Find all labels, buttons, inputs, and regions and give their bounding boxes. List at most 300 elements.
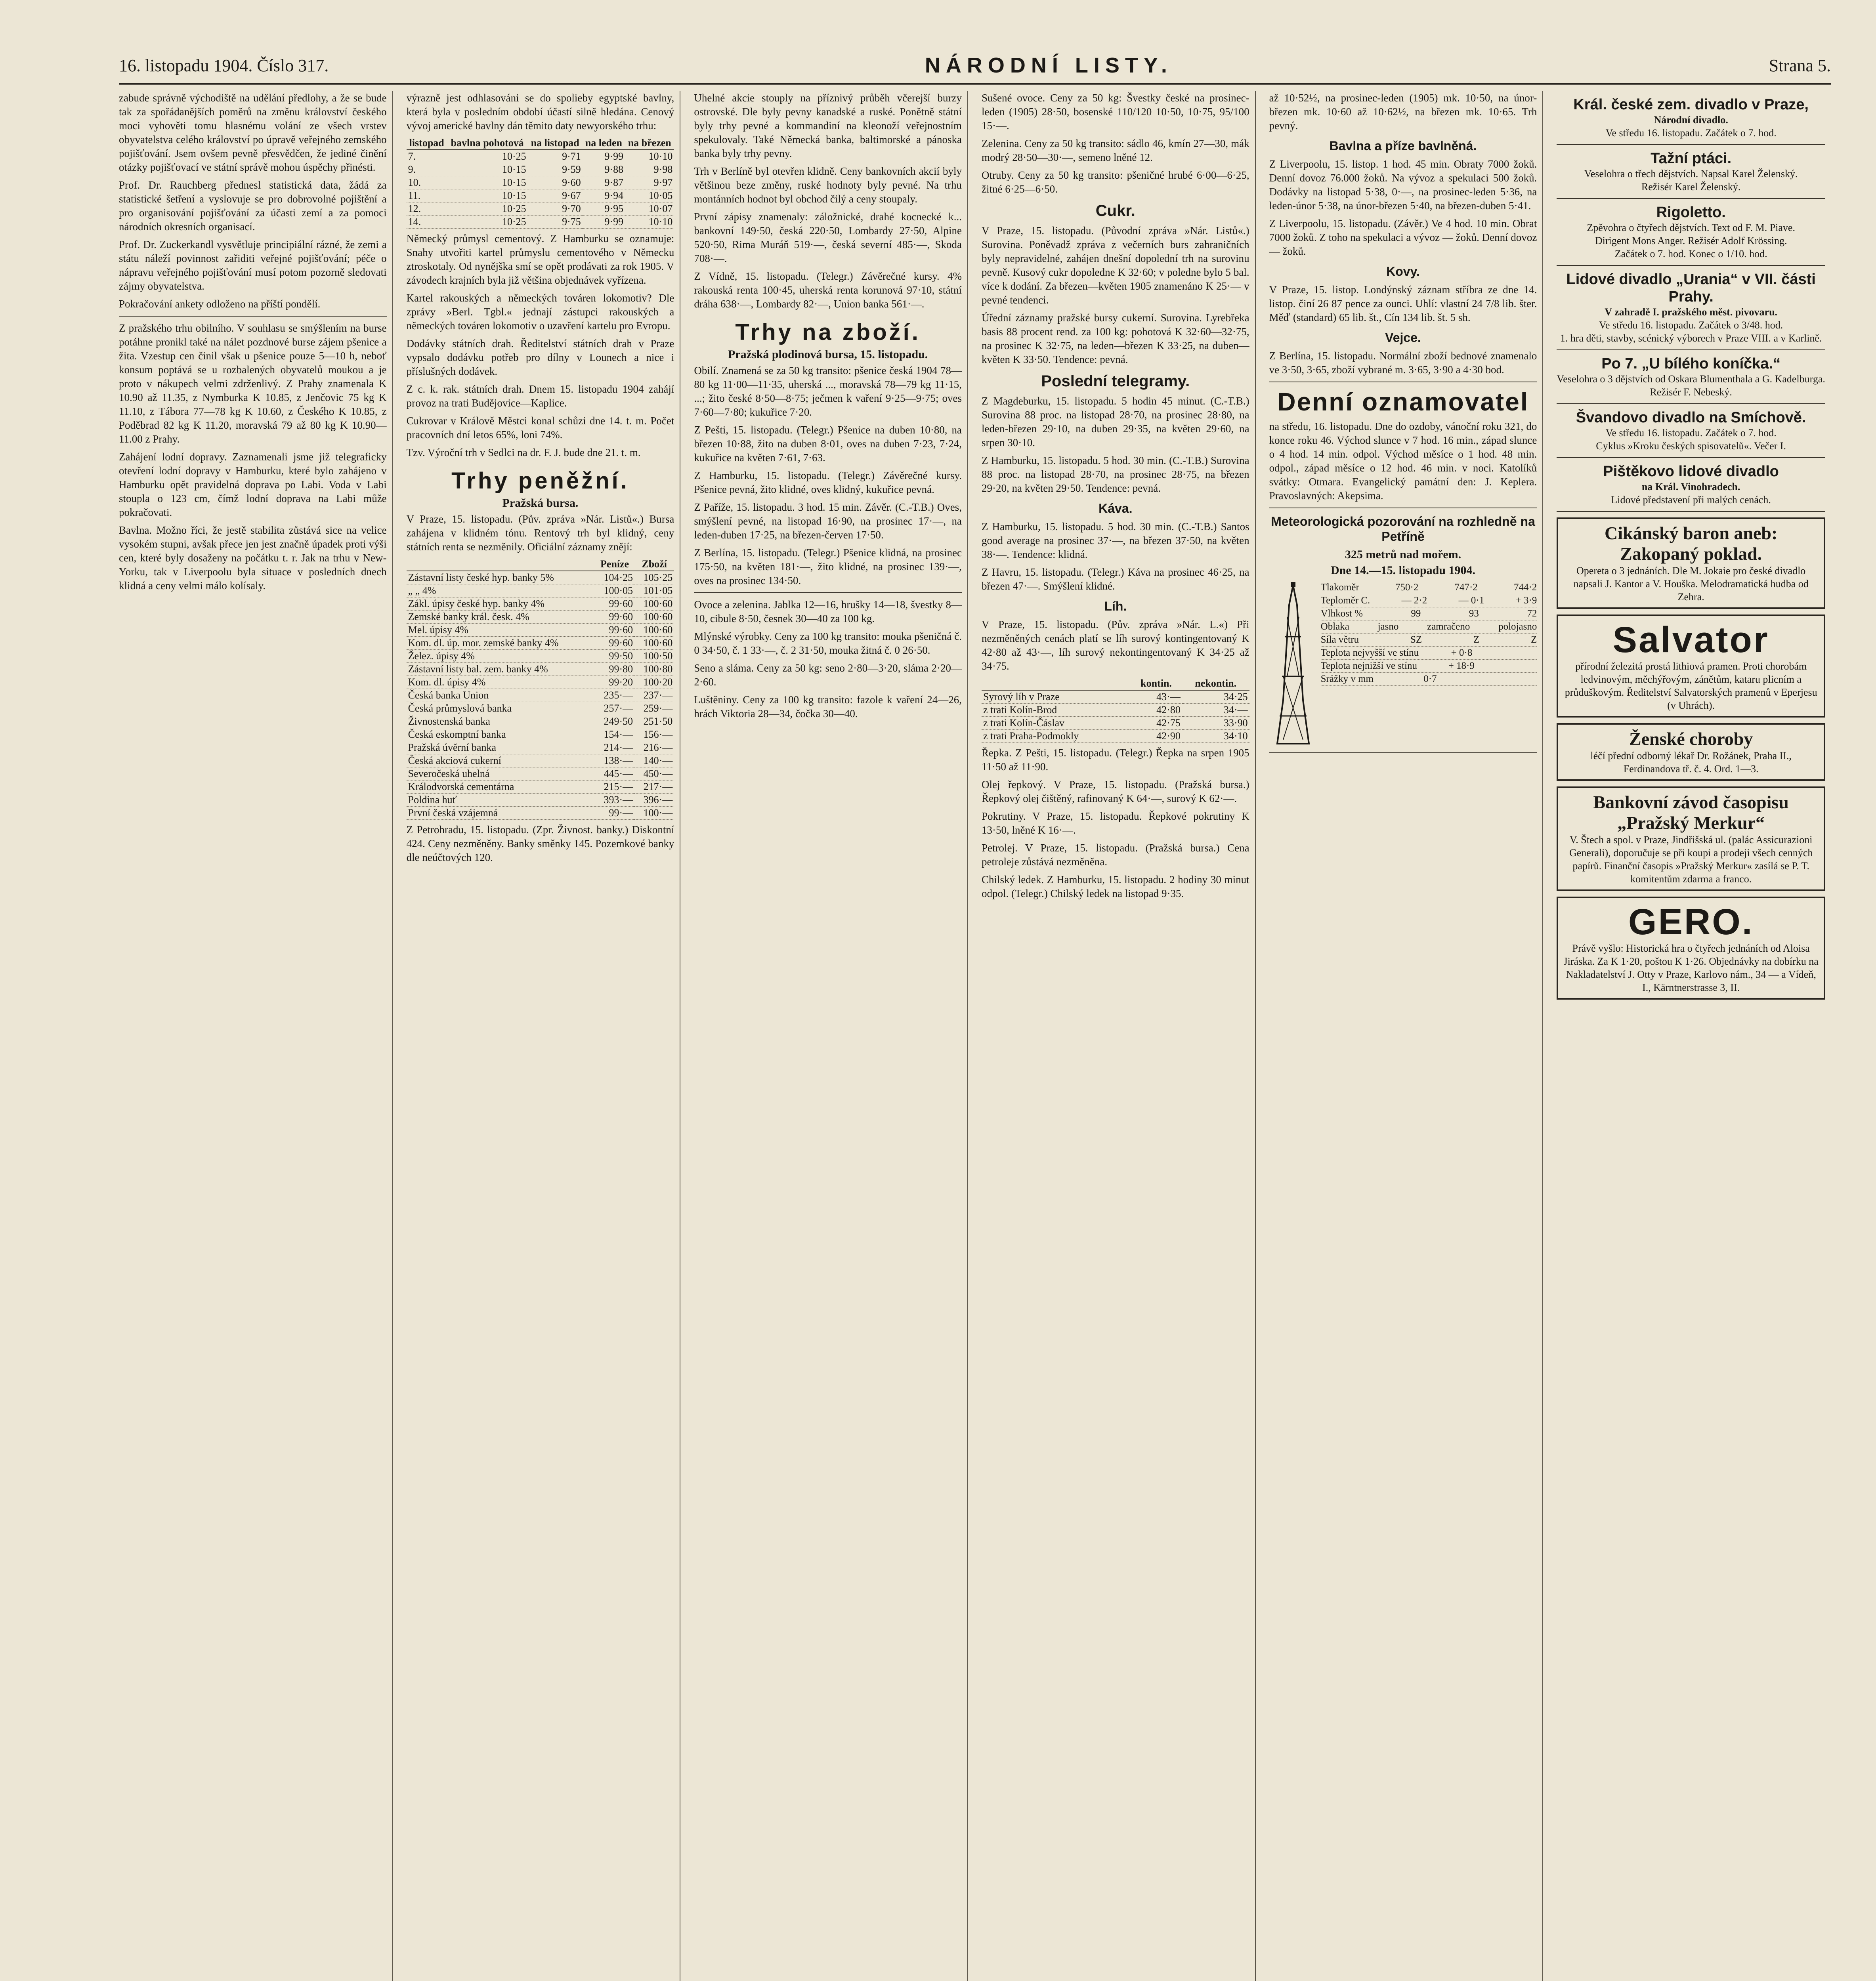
table-cell: 101·05 xyxy=(634,584,674,597)
table-row xyxy=(407,754,674,767)
article-paragraph: V Praze, 15. listopadu. (Pův. zpráva »Nár. Listů«.) Bursa zahájena v klidném tónu. Rentový trh byl klidný, ceny státních renta se nezměnily. Oficiální záznamy znějí: xyxy=(406,513,674,553)
table-cell: 105·25 xyxy=(634,571,674,584)
advertisement-title: Cikánský baron aneb: Zakopaný poklad. xyxy=(1605,523,1778,564)
table-cell: Česká akciová cukerní xyxy=(407,754,595,767)
divider xyxy=(1269,752,1537,753)
weather-row xyxy=(1321,634,1537,647)
table-cell: 9·94 xyxy=(583,189,625,202)
table-row xyxy=(982,690,1249,704)
column-2 xyxy=(407,91,681,1981)
table-cell: 99·20 xyxy=(595,676,634,689)
advertisement xyxy=(1557,517,1825,609)
table-cell: 9·99 xyxy=(583,150,625,163)
advertisement-body: Opereta o 3 jednáních. Dle M. Jokaie pro české divadlo napsali J. Kantor a V. Houška. Melodramatická hudba od Zehra. xyxy=(1573,565,1809,603)
table-cell: 154·— xyxy=(595,728,634,741)
table-cell: 251·50 xyxy=(634,715,674,728)
table-row xyxy=(982,730,1249,743)
article-paragraph: Ovoce a zelenina. Jablka 12—16, hrušky 14—18, švestky 8—10, cibule 8·50, česnek 30—40 za 100 kg. xyxy=(694,599,962,624)
article-paragraph: Petrolej. V Praze, 15. listopadu. (Pražská bursa.) Cena petroleje zůstává nezměněna. xyxy=(982,842,1249,868)
money-market-heading: Trhy peněžní. xyxy=(451,468,629,494)
column-6 xyxy=(1557,91,1831,1981)
table-cell: Severočeská uhelná xyxy=(407,767,595,781)
table-cell: 43·— xyxy=(1130,690,1182,704)
article-paragraph: Z Liverpoolu, 15. listopadu. (Závěr.) Ve 4 hod. 10 min. Obrat 7000 žoků. Z toho na spekulaci a vývoz — žoků. Denní dovoz — žoků. xyxy=(1269,218,1537,257)
table-cell: 9·71 xyxy=(528,150,583,163)
table-cell: 9·75 xyxy=(528,216,583,229)
table-cell: 11. xyxy=(407,189,447,202)
column-header: na leden xyxy=(583,137,625,150)
divider xyxy=(1557,198,1825,199)
table-cell: 10·07 xyxy=(625,202,674,216)
divider xyxy=(1557,144,1825,145)
table-cell: 100·60 xyxy=(634,637,674,650)
theatre-line: Lidové představení při malých cenách. xyxy=(1611,494,1771,506)
article-paragraph: až 10·52½, na prosinec-leden (1905) mk. 10·50, na únor-březen mk. 10·60 až 10·62½, na březen mk. 10·65. Trh pevný. xyxy=(1269,92,1537,132)
article-paragraph: Z Vídně, 15. listopadu. (Telegr.) Závěrečné kursy. 4% rakouská renta 100·45, uherská renta korunová 97·10, státní dráha 638·—, Lombardy 82·—, Union banka 561·—. xyxy=(694,270,962,310)
table-cell: 12. xyxy=(407,202,447,216)
weather-cell: SZ xyxy=(1410,634,1422,645)
theatre-name: Švandovo divadlo na Smíchově. xyxy=(1576,409,1806,426)
table-cell: 445·— xyxy=(595,767,634,781)
weather-cell: Z xyxy=(1531,634,1537,645)
weather-cell: Srážky v mm xyxy=(1320,674,1374,684)
table-cell: 34·25 xyxy=(1182,690,1249,704)
table-cell: 156·— xyxy=(634,728,674,741)
article-paragraph: Luštěniny. Ceny za 100 kg transito: fazole k vaření 24—26, hrách Viktoria 28—34, čočka 30—40. xyxy=(694,694,962,719)
theatre-line: Dirigent Mons Anger. Režisér Adolf Krössing. xyxy=(1595,235,1787,246)
article-paragraph: Z Pešti, 15. listopadu. (Telegr.) Pšenice na duben 10·80, na březen 10·88, žito na duben 8·01, oves na duben 7·23, 7·24, kukuřice na květen 7·61, 7·63. xyxy=(694,424,962,464)
table-cell: 396·— xyxy=(634,794,674,807)
table-cell: z trati Kolín-Brod xyxy=(982,704,1130,717)
spirits-table xyxy=(982,677,1249,743)
weather-cell: 750·2 xyxy=(1395,582,1419,593)
article-paragraph: V Praze, 15. listopadu. (Pův. zpráva »Nár. L.«) Při nezměněných cenách platí se líh surový kontingentovaný K 42·80 až 43·—, líh surový nekontingentovaný K 34·25 až 34·75. xyxy=(982,618,1249,672)
weather-cell: Teplota nejnižší ve stínu xyxy=(1320,660,1417,671)
column-header: kontin. xyxy=(1130,677,1182,690)
table-row xyxy=(407,216,674,229)
theatre-line: Ve středu 16. listopadu. Začátek o 7. hod. xyxy=(1605,127,1777,139)
daily-notice-heading: Denní oznamovatel xyxy=(1277,387,1529,416)
table-row xyxy=(407,767,674,781)
weather-cell: 72 xyxy=(1527,608,1537,619)
divider xyxy=(1557,349,1825,350)
table-cell: 10·25 xyxy=(447,150,528,163)
article-paragraph: Kartel rakouských a německých továren lokomotiv? Dle zprávy »Berl. Tgbl.« jednají zástupci rakouských a německých továren lokomotiv o uzavření kartelu pro Evropu. xyxy=(406,292,674,332)
petrin-tower-icon xyxy=(1269,581,1317,748)
cotton-yarn-heading: Bavlna a příze bavlněná. xyxy=(1329,139,1477,153)
table-cell: Želez. úpisy 4% xyxy=(407,650,595,663)
advertisement-body: léčí přední odborný lékař Dr. Rožánek, Praha II., Ferdinandova tř. č. 4. Ord. 1—3. xyxy=(1590,750,1792,775)
article-paragraph: Z pražského trhu obilního. V souhlasu se smýšlením na burse potáhne pronikl také na nálet pozdnové burse zájem pšenice a žita. Vzestup cen činil však u pšenice pouze 5—10 h, neboť konsum poptává se u rozbalených obyvatelů moukou a je proto v nákupech velmi zdrženlivý. Z Prahy znamenala K 10.90 až 11.35, z Nymburka K 10.85, z Jenčovic 75 kg K 11.10, z Tábora 77—78 kg K 10.60, z Českého K 10.85, z Poděbrad 82 kg K 11.20, moravská 79 až 80 kg K 10.90—11.00 z Prahy. xyxy=(119,322,387,445)
table-row xyxy=(407,584,674,597)
table-cell: 217·— xyxy=(634,781,674,794)
theatre-listing xyxy=(1557,204,1825,260)
article-paragraph: V Praze, 15. listop. Londýnský záznam stříbra ze dne 14. listop. činí 26 87 pence za ounci. Uhlí: vlastní 24 7/8 lib. šter. Měď (standard) 65 lib. št., Cín 134 lib. št. 5 sh. xyxy=(1269,284,1537,323)
divider xyxy=(1557,265,1825,266)
table-cell: 393·— xyxy=(595,794,634,807)
table-cell: 9·87 xyxy=(583,176,625,189)
article-paragraph: Mlýnské výrobky. Ceny za 100 kg transito: mouka pšeničná č. 0 34·50, č. 1 33·—, č. 2 31·50, mouka žitná č. 0 26·50. xyxy=(694,630,962,656)
table-row xyxy=(407,781,674,794)
table-cell: 99·— xyxy=(595,807,634,820)
theatre-line: Veselohra o 3 dějstvích od Oskara Blumenthala a G. Kadelburga. xyxy=(1557,373,1825,385)
theatre-line: Zpěvohra o čtyřech dějstvích. Text od F. M. Piave. xyxy=(1587,222,1795,233)
article-paragraph: První zápisy znamenaly: záložnické, drahé kocnecké k... bankovní 149·50, česká 220·50, Lombardy 27·50, Alpine 520·50, Rima Muráň 519·—, česká severní 485·—, Skoda 708·—. xyxy=(694,211,962,264)
table-cell: z trati Praha-Podmokly xyxy=(982,730,1130,743)
table-cell: z trati Kolín-Čáslav xyxy=(982,717,1130,730)
table-cell: 9·98 xyxy=(625,163,674,176)
weather-row xyxy=(1321,673,1537,686)
article-paragraph: Sušené ovoce. Ceny za 50 kg: Švestky české na prosinec-leden (1905) 28·50, bosenské 110/120 10·50, 10·75, 95/100 15·—. xyxy=(982,92,1249,132)
theatre-listing xyxy=(1557,150,1825,193)
table-cell: Česká eskomptní banka xyxy=(407,728,595,741)
table-cell: 42·90 xyxy=(1130,730,1182,743)
spirits-heading: Líh. xyxy=(1104,599,1127,613)
table-cell: 215·— xyxy=(595,781,634,794)
theatre-subtitle: Národní divadlo. xyxy=(1654,114,1728,126)
column-header: Zboží xyxy=(634,558,674,571)
table-cell: Zemské banky král. česk. 4% xyxy=(407,611,595,624)
commodity-market-subheading: Pražská plodinová bursa, 15. listopadu. xyxy=(728,348,928,361)
table-cell: 259·— xyxy=(634,702,674,715)
table-header-row xyxy=(407,137,674,150)
table-cell: 33·90 xyxy=(1182,717,1249,730)
advertisement-body: V. Štech a spol. v Praze, Jindřišská ul. (palác Assicurazioni Generali), doporučuje se při koupi a prodeji všech cenných papírů. Finanční časopis »Pražský Merkur« zasílá se P. T. komitentům zdarma a franco. xyxy=(1569,834,1813,885)
table-row xyxy=(407,571,674,584)
table-cell: 9·67 xyxy=(528,189,583,202)
article-paragraph: Uhelné akcie stouply na příznivý průběh včerejší burzy ostrovské. Dle byly pevny kanadské a ruské. Ponětně státní byly trhy pevné a kommandiní na kleonoží veřejnostním spekulovaly. Také Německá banka, baltimorské a pánoska banka byly trhy pevny. xyxy=(694,92,962,159)
column-3 xyxy=(694,91,968,1981)
weather-cell: polojasno xyxy=(1498,621,1537,632)
table-cell: 9·95 xyxy=(583,202,625,216)
theatre-listing xyxy=(1557,96,1825,139)
theatre-subtitle: na Král. Vinohradech. xyxy=(1641,481,1740,492)
article-paragraph: Z Paříže, 15. listopadu. 3 hod. 15 min. Závěr. (C.-T.B.) Oves, smýšlení pevné, na listopad 16·90, na prosinec 17·—, na leden-duben 17·25, na březen-červen 17·50. xyxy=(694,501,962,541)
weather-cell: 99 xyxy=(1411,608,1421,619)
weather-cell: + 3·9 xyxy=(1515,595,1537,606)
column-5 xyxy=(1269,91,1544,1981)
column-header xyxy=(407,558,595,571)
theatre-line: Cyklus »Kroku českých spisovatelů«. Večer I. xyxy=(1596,440,1786,452)
theatre-name: Tažní ptáci. xyxy=(1651,150,1732,167)
table-row xyxy=(407,676,674,689)
table-cell: 34·— xyxy=(1182,704,1249,717)
weather-cell: zamračeno xyxy=(1427,621,1470,632)
table-cell: 99·60 xyxy=(595,611,634,624)
table-cell: Česká banka Union xyxy=(407,689,595,702)
theatre-line: Režisér Karel Želenský. xyxy=(1641,181,1741,193)
table-cell: 140·— xyxy=(634,754,674,767)
article-paragraph: Chilský ledek. Z Hamburku, 15. listopadu. 2 hodiny 30 minut odpol. (Telegr.) Chilský ledek na listopad 9·35. xyxy=(982,874,1249,899)
table-header-row xyxy=(982,677,1249,690)
article-paragraph: Zelenina. Ceny za 50 kg transito: sádlo 46, kmín 27—30, mák modrý 28·50—30·—, semeno lněné 12. xyxy=(982,137,1249,163)
table-cell: 100·80 xyxy=(634,663,674,676)
table-cell: 42·75 xyxy=(1130,717,1182,730)
table-row xyxy=(407,202,674,216)
divider xyxy=(1557,457,1825,458)
money-market-subheading: Pražská bursa. xyxy=(502,496,579,510)
table-row xyxy=(407,741,674,754)
table-cell: Zástavní listy české hyp. banky 5% xyxy=(407,571,595,584)
table-cell: 138·— xyxy=(595,754,634,767)
column-4 xyxy=(982,91,1256,1981)
table-row xyxy=(407,807,674,820)
table-row xyxy=(407,715,674,728)
table-cell: 99·60 xyxy=(595,637,634,650)
article-paragraph: Zahájení lodní dopravy. Zaznamenali jsme již telegraficky otevření lodní dopravy v Hamburku, které bylo zahájeno v Hamburku opět pravidelná doprava po Labi. Voda v Labi stoupla o 123 cm, čímž lodní doprava na Labi může pokračovati. xyxy=(119,451,387,518)
table-cell: Poldina huť xyxy=(407,794,595,807)
table-cell: Králodvorská cementárna xyxy=(407,781,595,794)
table-row xyxy=(407,624,674,637)
table-row xyxy=(407,611,674,624)
table-cell: 9·88 xyxy=(583,163,625,176)
column-header xyxy=(982,677,1130,690)
table-cell: 42·80 xyxy=(1130,704,1182,717)
article-paragraph: Řepka. Z Pešti, 15. listopadu. (Telegr.) Řepka na srpen 1905 11·50 až 11·90. xyxy=(982,747,1249,773)
advertisement-body: Právě vyšlo: Historická hra o čtyřech jednáních od Aloisa Jiráska. Za K 1·20, poštou K 1·26. Objednávky na dobírku na Nakladatelství J. Otty v Praze, Karlovo nám., 34 — a Vídeň, I., Kärntnerstrasse 3, II. xyxy=(1563,943,1819,993)
eggs-heading: Vejce. xyxy=(1385,330,1421,345)
table-cell: Zákl. úpisy české hyp. banky 4% xyxy=(407,597,595,611)
column-header: listopad xyxy=(407,137,447,150)
theatre-line: Veselohra o třech dějstvích. Napsal Karel Želenský. xyxy=(1584,168,1798,179)
table-cell: 100·60 xyxy=(634,624,674,637)
table-row xyxy=(407,663,674,676)
divider xyxy=(1557,511,1825,512)
divider xyxy=(694,592,962,593)
article-paragraph: Seno a sláma. Ceny za 50 kg: seno 2·80—3·20, sláma 2·20—2·60. xyxy=(694,662,962,688)
article-paragraph: Z Hamburku, 15. listopadu. (Telegr.) Závěrečné kursy. Pšenice pevná, žito klidné, oves klidný, kukuřice pevná. xyxy=(694,469,962,495)
table-row xyxy=(982,717,1249,730)
sugar-heading: Cukr. xyxy=(1095,202,1135,219)
cotton-table-head xyxy=(407,137,674,150)
divider xyxy=(1557,403,1825,404)
column-header: Peníze xyxy=(595,558,634,571)
advertisement-body: přírodní železitá prostá lithiová pramen. Proti chorobám ledvinovým, měchýřovým, zánětům, kataru plicním a průduškovým. Ředitelství Salvatorských pramenů v Eperjesu (v Uhrách). xyxy=(1565,660,1817,711)
article-paragraph: zabude správně východiště na udělání předlohy, a že se bude tak za spořádanějších poměrů na změnu království českého moci vyhověti tomu hlasnému volání ze všech vrstev obyvatelstva celého království po úpravě veřejného zemského pojišťování. Jsem ovšem pevně přesvědčen, že jediné činění otázky pojišťovací ve státní správě mohou úspěchy přinésti. xyxy=(119,92,387,173)
table-cell: Mel. úpisy 4% xyxy=(407,624,595,637)
advertisement-title: Salvator xyxy=(1612,620,1769,660)
table-cell: 216·— xyxy=(634,741,674,754)
advertisement xyxy=(1557,786,1825,891)
table-row xyxy=(982,704,1249,717)
article-paragraph: Obilí. Znamená se za 50 kg transito: pšenice česká 1904 78—80 kg 11·00—11·35, uherská ..., moravská 78—79 kg 11·15, ...; žito české 8·50—8·75; ječmen k vaření 9·25—9·75; oves 7·60—7·80; kukuřice 7·20. xyxy=(694,365,962,418)
table-cell: 249·50 xyxy=(595,715,634,728)
theatre-name: Král. české zem. divadlo v Praze, xyxy=(1573,96,1809,113)
table-cell: 99·50 xyxy=(595,650,634,663)
advertisement-title: Bankovní závod časopisu „Pražský Merkur“ xyxy=(1593,792,1789,833)
weather-cell: + 18·9 xyxy=(1448,660,1475,671)
table-cell: 9·59 xyxy=(528,163,583,176)
table-cell: Živnostenská banka xyxy=(407,715,595,728)
article-paragraph: Z Hamburku, 15. listopadu. 5 hod. 30 min. (C.-T.B.) Santos good average na prosinec 37·—, na březen 37·50, na květen 38·—. Tendence: klidná. xyxy=(982,521,1249,560)
spirits-table-head xyxy=(982,677,1249,690)
theatre-line: Režisér F. Nebeský. xyxy=(1650,386,1732,398)
theatre-line: Ve středu 16. listopadu. Začátek o 7. hod. xyxy=(1605,427,1777,439)
table-cell: Česká průmyslová banka xyxy=(407,702,595,715)
theatre-name: Pištěkovo lidové divadlo xyxy=(1603,463,1779,480)
cotton-table-body xyxy=(407,150,674,229)
column-header: na listopad xyxy=(528,137,583,150)
weather-row xyxy=(1321,620,1537,634)
table-cell: 237·— xyxy=(634,689,674,702)
article-paragraph: Z Berlína, 15. listopadu. (Telegr.) Pšenice klidná, na prosinec 175·50, na květen 181·—, žito klidné, na prosinec 139·—, oves na prosinec 134·50. xyxy=(694,547,962,586)
table-cell: 10·15 xyxy=(447,163,528,176)
article-paragraph: Trh v Berlíně byl otevřen klidně. Ceny bankovních akcií byly většinou beze změny, ruské hodnoty byly pevné. Na trhu montánních hodnot byl obchod čilý a ceny stoupaly. xyxy=(694,165,962,205)
table-row xyxy=(407,650,674,663)
weather-cell: Oblaka xyxy=(1320,621,1349,632)
telegrams-heading: Poslední telegramy. xyxy=(1041,372,1190,390)
spirits-table-body xyxy=(982,690,1249,743)
table-cell: 100·05 xyxy=(595,584,634,597)
advertisement-title: Ženské choroby xyxy=(1629,729,1753,749)
table-cell: 100·60 xyxy=(634,597,674,611)
advertisement xyxy=(1557,897,1825,1000)
article-paragraph: Z Magdeburku, 15. listopadu. 5 hodin 45 minut. (C.-T.B.) Surovina 88 proc. na listopad 28·70, na prosinec 28·80, na leden-březen 29·10, na duben 29·35, na květen 29·60, na srpen 30·10. xyxy=(982,395,1249,448)
weather-cell: Teplota nejvyšší ve stínu xyxy=(1320,647,1419,658)
table-cell: 14. xyxy=(407,216,447,229)
table-cell: 10·25 xyxy=(447,202,528,216)
weather-cell: Síla větru xyxy=(1320,634,1359,645)
article-paragraph: Z Hamburku, 15. listopadu. 5 hod. 30 min. (C.-T.B.) Surovina 88 proc. na listopad 28·70, na prosinec 28·75, na březen 29·20, na květen 29·50. Tendence: pevná. xyxy=(982,454,1249,494)
table-cell: 100·20 xyxy=(634,676,674,689)
column-header: bavlna pohotová xyxy=(447,137,528,150)
weather-cell: 747·2 xyxy=(1454,582,1478,593)
table-cell: 450·— xyxy=(634,767,674,781)
table-cell: Kom. dl. úp. mor. zemské banky 4% xyxy=(407,637,595,650)
weather-row xyxy=(1321,647,1537,660)
weather-row xyxy=(1321,581,1537,594)
article-paragraph: Olej řepkový. V Praze, 15. listopadu. (Pražská bursa.) Řepkový olej čištěný, rafinovaný K 64·—, surový K 62·—. xyxy=(982,779,1249,804)
columns xyxy=(119,91,1831,1981)
masthead xyxy=(119,48,1831,85)
daily-notice-text: na středu, 16. listopadu. Dne do ozdoby, vánoční roku 321, do konce roku 46. Východ slunce v 7 hod. 16 min., západ slunce o 4 hod. 14 min. odpol. Východ měsíce o 1 hod. 48 min. odpol., západ měsíce o 12 hod. 46 min. v noci. Katolíků svátky: Otmara. Evangelický památní den: J. Keplera. Pravoslavných: Akepsima. xyxy=(1269,420,1537,502)
metals-heading: Kovy. xyxy=(1386,264,1420,279)
page-number: Strana 5. xyxy=(1769,55,1831,75)
table-cell: 10·10 xyxy=(625,150,674,163)
theatre-listing xyxy=(1557,271,1825,345)
table-cell: 10. xyxy=(407,176,447,189)
weather-row xyxy=(1321,660,1537,673)
table-cell: 214·— xyxy=(595,741,634,754)
table-cell: 235·— xyxy=(595,689,634,702)
table-row xyxy=(407,689,674,702)
table-cell: Zástavní listy bal. zem. banky 4% xyxy=(407,663,595,676)
issue-date: 16. listopadu 1904. Číslo 317. xyxy=(119,55,329,75)
weather-block xyxy=(1269,581,1537,748)
article-paragraph: Německý průmysl cementový. Z Hamburku se oznamuje: Snahy utvořiti kartel průmyslu cementového v Německu ztroskotaly. Od nynějška smí se opět prodávati za rok 1905. V závodech krajních byla již většina objednávek vyřízena. xyxy=(406,233,674,286)
table-cell: 104·25 xyxy=(595,571,634,584)
table-row xyxy=(407,597,674,611)
article-paragraph: Otruby. Ceny za 50 kg transito: pšeničné hrubé 6·00—6·25, žitné 6·25—6·50. xyxy=(982,169,1249,195)
bond-table-body xyxy=(407,571,674,820)
table-cell: Pražská úvěrní banka xyxy=(407,741,595,754)
article-paragraph: Tzv. Výroční trh v Sedlci na dr. F. J. bude dne 21. t. m. xyxy=(406,447,641,458)
table-row xyxy=(407,150,674,163)
weather-cell: + 0·8 xyxy=(1451,647,1473,658)
theatre-line: Ve středu 16. listopadu. Začátek o 3/48. hod. xyxy=(1599,319,1783,331)
theatre-name: Lidové divadlo „Urania“ v VII. části Prahy. xyxy=(1566,271,1816,305)
theatre-listing xyxy=(1557,409,1825,452)
table-cell: „ „ 4% xyxy=(407,584,595,597)
weather-cell: Vlhkost % xyxy=(1320,608,1363,619)
weather-date: Dne 14.—15. listopadu 1904. xyxy=(1330,564,1476,577)
bond-quote-table xyxy=(407,558,674,820)
theatre-listing xyxy=(1557,463,1825,506)
weather-cell: — 2·2 xyxy=(1401,595,1427,606)
table-cell: 99·60 xyxy=(595,597,634,611)
weather-cell: Teploměr C. xyxy=(1320,595,1370,606)
newspaper-title: NÁRODNÍ LISTY. xyxy=(925,53,1173,77)
weather-cell: 0·7 xyxy=(1423,674,1437,684)
article-paragraph: Pokrutiny. V Praze, 15. listopadu. Řepkové pokrutiny K 13·50, lněné K 16·—. xyxy=(982,810,1249,836)
advertisement xyxy=(1557,723,1825,781)
weather-subheading: 325 metrů nad mořem. xyxy=(1345,548,1461,561)
article-paragraph: V Praze, 15. listopadu. (Původní zpráva »Nár. Listů«.) Surovina. Poněvadž zpráva z večerních burs zahraničních byly nepravidelné, zahájen dnešní dopolední trh na surovinu pevně. Kusový cukr dopoledne K 32·60; v poledne bylo 5 bal. více k dodání. Za březen—květen 1905 znamenáno K 25·— v pevné tendenci. xyxy=(982,225,1249,306)
table-cell: 100·50 xyxy=(634,650,674,663)
table-row xyxy=(407,794,674,807)
article-paragraph: Prof. Dr. Zuckerkandl vysvětluje principiální rázné, že zemi a státu náleží povinnost zařiditi veřejné pojišťování; péče o nápravu veřejného pojišťování musí potom pozorně sledovati zájmy obyvatelstva. xyxy=(119,239,387,292)
table-row xyxy=(407,163,674,176)
table-row xyxy=(407,176,674,189)
article-paragraph: Úřední záznamy pražské bursy cukerní. Surovina. Lyrebřeka basis 88 procent rend. za 100 kg: pohotová K 32·60—32·75, na prosinec K 32·75, na leden—březen K 33·25, na duben—květen K 33·50. Tendence: pevná. xyxy=(982,312,1249,365)
article-paragraph: Bavlna. Možno říci, že jestě stabilita zůstává sice na velice vysokém stupni, avšak přece jen jest značně úpadek proti výši cen, které byly dosaženy na počátku t. r. Jak na trhu v New-Yorku, tak v Liverpoolu byla situace v posledních dnech klidná a ceny velmi málo kolísaly. xyxy=(119,524,387,592)
table-cell: 9·97 xyxy=(625,176,674,189)
weather-cell: jasno xyxy=(1377,621,1399,632)
theatre-line: Začátek o 7. hod. Konec o 1/10. hod. xyxy=(1614,248,1767,260)
table-cell: 9. xyxy=(407,163,447,176)
table-cell: 10·05 xyxy=(625,189,674,202)
article-paragraph: Cukrovar v Králově Městci konal schůzi dne 14. t. m. Počet pracovních dní letos 65%, loni 74%. xyxy=(406,415,674,441)
table-header-row xyxy=(407,558,674,571)
bond-table-head xyxy=(407,558,674,571)
theatre-name: Rigoletto. xyxy=(1656,204,1726,221)
article-paragraph: Dodávky státních drah. Ředitelství státních drah v Praze vypsalo dodávku potřeb pro dílny v Lounech a nice i příslušných dodávek. xyxy=(406,338,674,377)
table-cell: 99·60 xyxy=(595,624,634,637)
weather-cell: Tlakoměr xyxy=(1320,582,1359,593)
table-cell: 100·— xyxy=(634,807,674,820)
article-paragraph: Pokračování ankety odloženo na příští pondělí. xyxy=(119,298,321,310)
table-cell: 10·25 xyxy=(447,216,528,229)
weather-cell: — 0·1 xyxy=(1458,595,1484,606)
weather-cell: 744·2 xyxy=(1513,582,1537,593)
table-cell: 100·60 xyxy=(634,611,674,624)
column-header: na březen xyxy=(625,137,674,150)
weather-heading: Meteorologická pozorování na rozhledně na Petříně xyxy=(1271,514,1535,544)
table-cell: Syrový líh v Praze xyxy=(982,690,1130,704)
weather-cell: 93 xyxy=(1469,608,1479,619)
table-cell: První česká vzájemná xyxy=(407,807,595,820)
theatre-name: Po 7. „U bílého koníčka.“ xyxy=(1601,355,1781,372)
commodity-market-heading: Trhy na zboží. xyxy=(735,319,921,345)
divider xyxy=(119,316,387,317)
table-cell: 9·60 xyxy=(528,176,583,189)
weather-cell: Z xyxy=(1473,634,1480,645)
table-cell: 257·— xyxy=(595,702,634,715)
table-row xyxy=(407,702,674,715)
table-cell: 99·80 xyxy=(595,663,634,676)
table-cell: 10·15 xyxy=(447,189,528,202)
advertisement xyxy=(1557,615,1825,718)
article-paragraph: Z Berlína, 15. listopadu. Normální zboží bednové znamenalo ve 3·50, 3·65, zboží vybrané m. 3·65, 3·90 a 4·30 bod. xyxy=(1269,350,1537,376)
coffee-heading: Káva. xyxy=(1098,501,1133,515)
article-paragraph: Z c. k. rak. státních drah. Dnem 15. listopadu 1904 zahájí provoz na trati Budějovice—Kaplice. xyxy=(406,383,674,409)
table-cell: 10·10 xyxy=(625,216,674,229)
column-header: nekontin. xyxy=(1182,677,1249,690)
article-paragraph: Prof. Dr. Rauchberg přednesl statistická data, žádá za statistické šetření a vyslovuje se pro dobrovolné pojištění a pro organisování pojišťování za účasti zemí a za pomoci národních okresních organisací. xyxy=(119,179,387,233)
article-paragraph: Z Liverpoolu, 15. listop. 1 hod. 45 min. Obraty 7000 žoků. Denní dovoz 76.000 žoků. Na vývoz a spekulaci 500 žoků. Dodávky na listopad 5·38, 0·—, na prosinec-leden 5·36, na leden-únor 5·38, na únor-březen 5·40, na březen-duben 5·41. xyxy=(1269,158,1537,212)
table-cell: 9·99 xyxy=(583,216,625,229)
table-cell: 34·10 xyxy=(1182,730,1249,743)
